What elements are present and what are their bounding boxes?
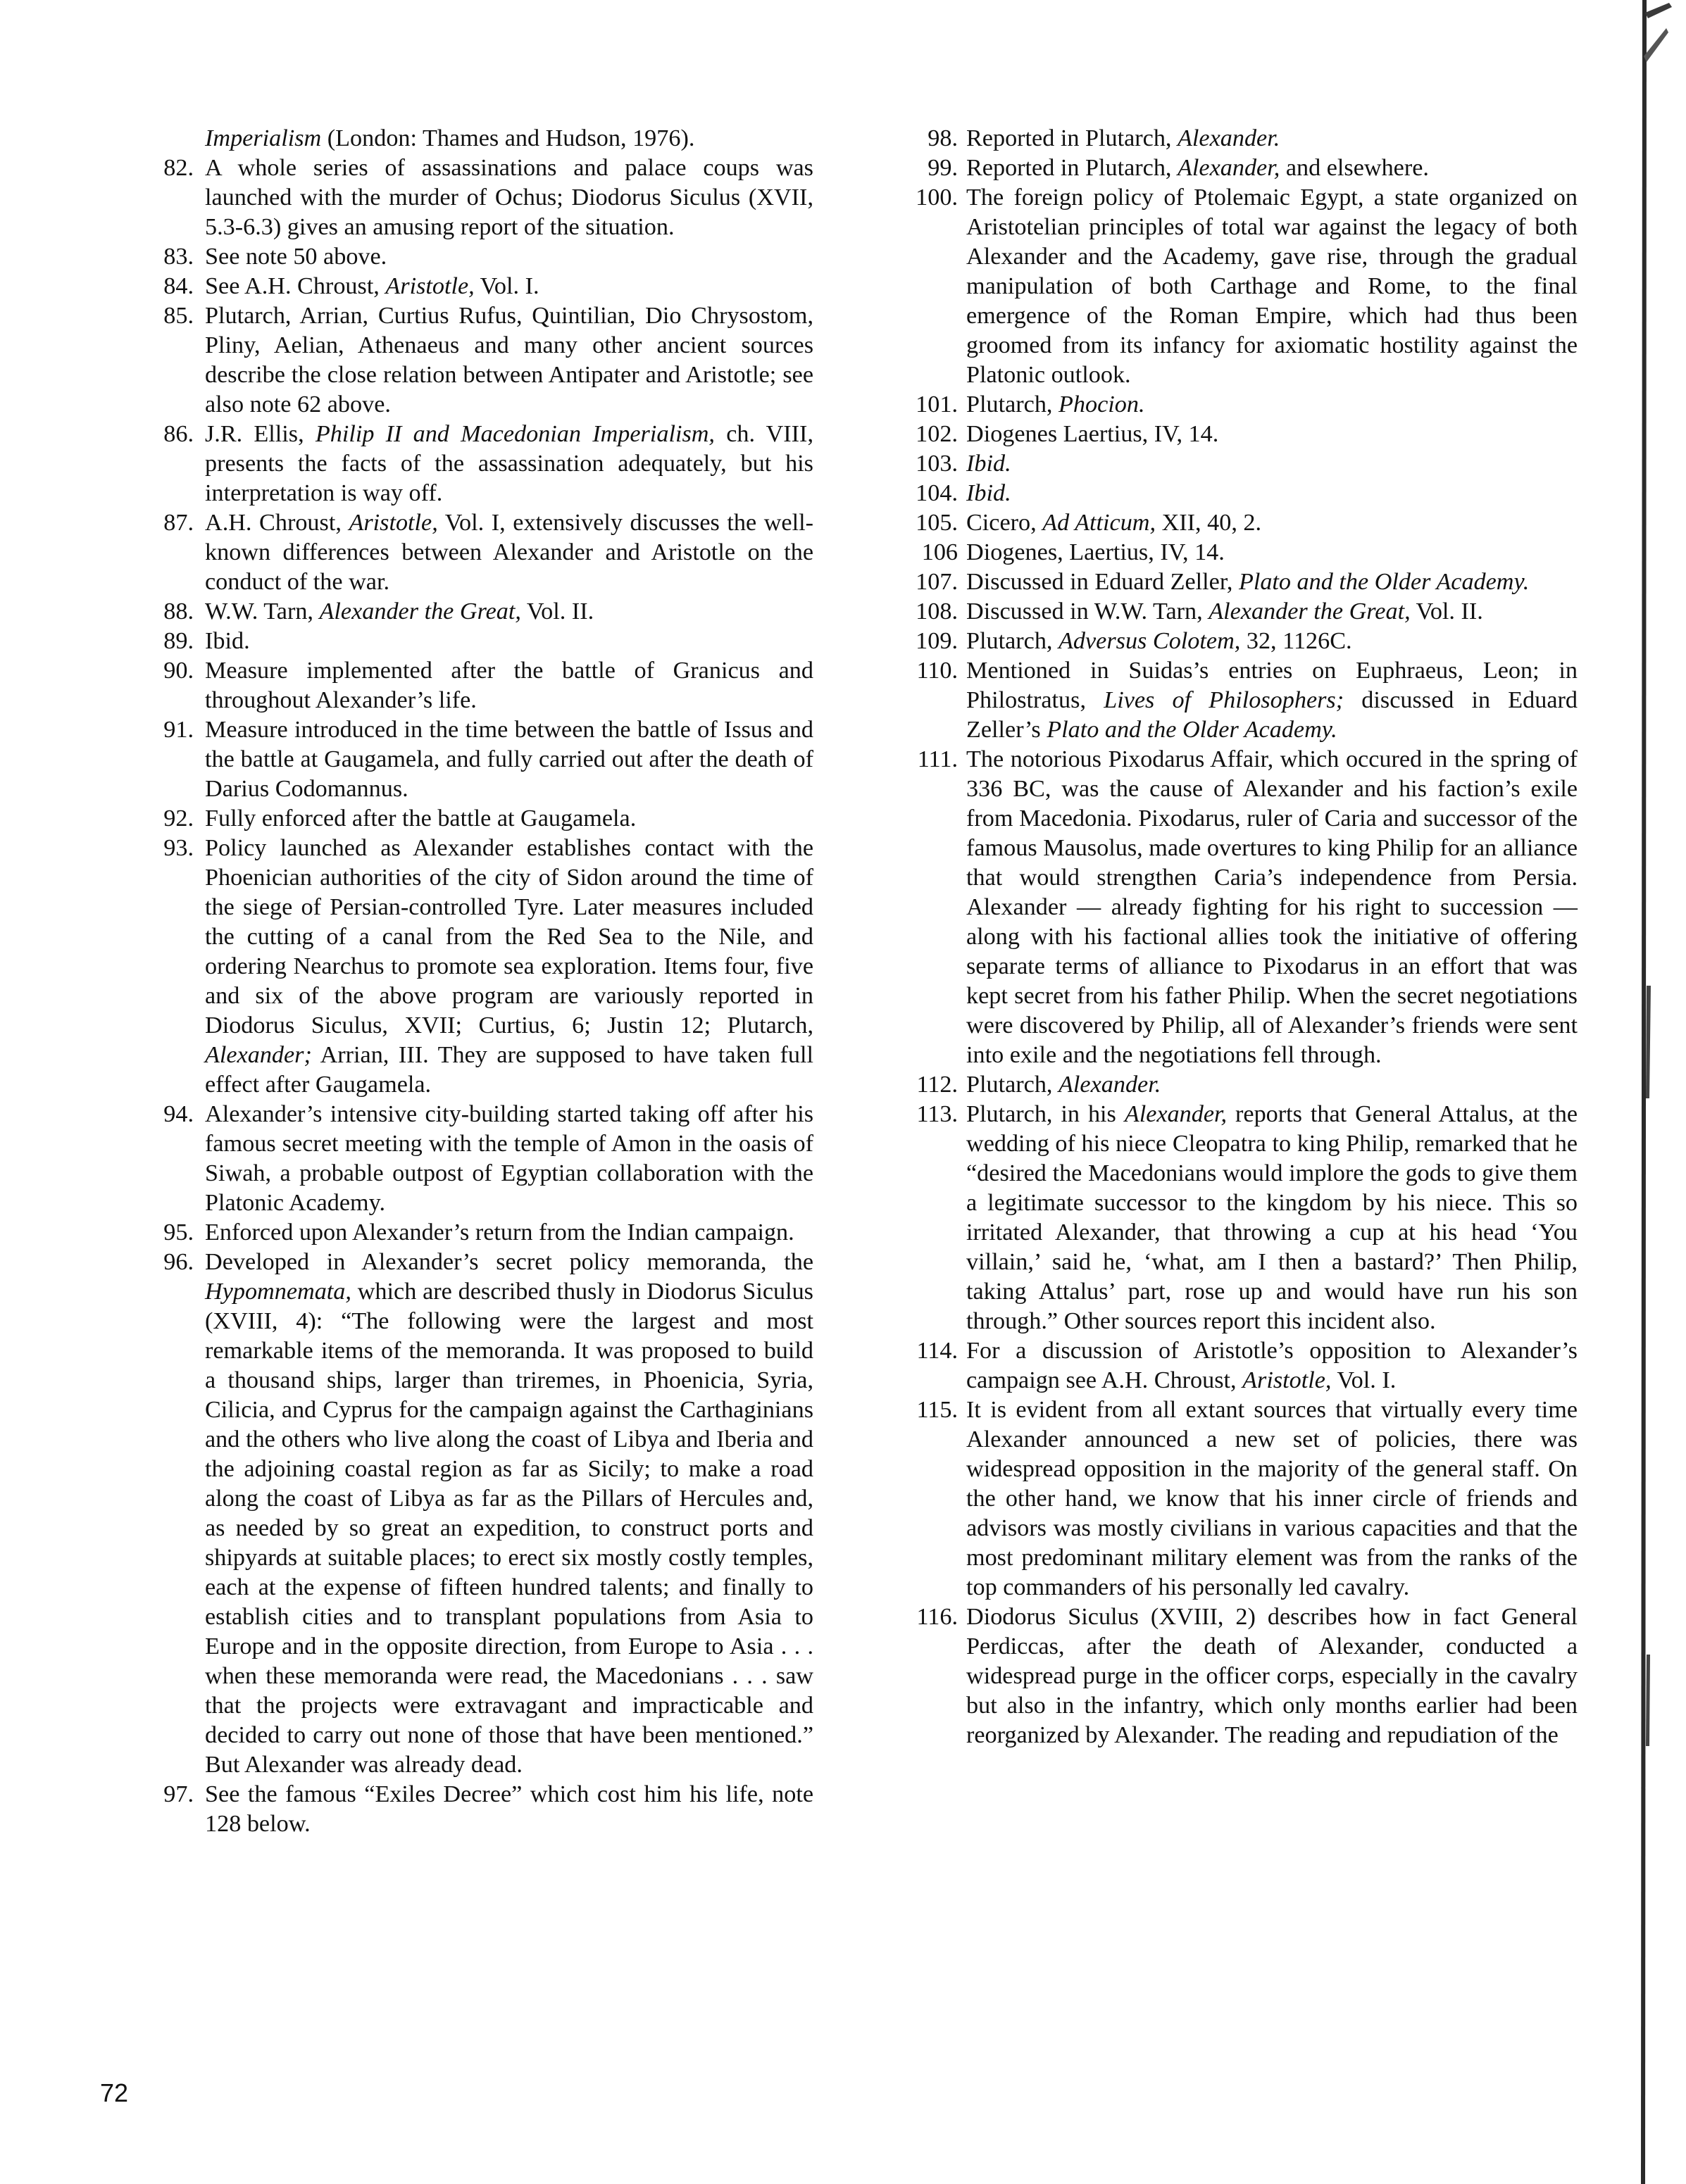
note-number: 95.	[163, 1219, 194, 1245]
note-text: See the famous “Exiles Decree” which cost him his life, note 128 below.	[205, 1781, 813, 1837]
endnote-102	[873, 420, 1578, 449]
note-text: Cicero, Ad Atticum, XII, 40, 2.	[966, 510, 1262, 536]
note-number: 103.	[916, 451, 958, 477]
endnote-99	[873, 153, 1578, 183]
note-number: 89.	[163, 628, 194, 654]
note-number: 94.	[163, 1101, 194, 1127]
endnote-97	[109, 1780, 813, 1839]
note-number: 92.	[163, 805, 194, 831]
note-text: Ibid.	[966, 451, 1011, 477]
note-text: See note 50 above.	[205, 244, 387, 270]
endnote-110	[873, 656, 1578, 745]
note-text: For a discussion of Aristotle’s opposition to Alexander’s campaign see A.H. Chroust, Aristotle, Vol. I.	[966, 1338, 1578, 1393]
note-text: It is evident from all extant sources that virtually every time Alexander announced a new set of policies, there was widespread opposition in the majority of the general staff. On the other hand, we know that his inner circle of friends and advisors was mostly civilians in various capacities and that the most predominant military element was from the ranks of the top commanders of his personally led cavalry.	[966, 1397, 1578, 1600]
note-text: Developed in Alexander’s secret policy memoranda, the Hypomnemata, which are described thusly in Diodorus Siculus (XVIII, 4): “The following were the largest and most remarkable items of the memoranda. It was proposed to build a thousand ships, larger than triremes, in Phoenicia, Syria, Cilicia, and Cyprus for the campaign against the Carthaginians and the others who live along the coast of Libya and Iberia and the adjoining coastal region as far as Sicily; to make a road along the coast of Libya as far as the Pillars of Hercules and, as needed by so great an expedition, to construct ports and shipyards at suitable places; to erect six mostly costly temples, each at the expense of fifteen hundred talents; and finally to establish cities and to transplant populations from Asia to Europe and in the opposite direction, from Europe to Asia . . . when these memoranda were read, the Macedonians . . . saw that the projects were extravagant and impracticable and decided to carry out none of those that have been mentioned.” But Alexander was already dead.	[205, 1249, 813, 1778]
note-text: Fully enforced after the battle at Gaugamela.	[205, 805, 637, 831]
note-text: J.R. Ellis, Philip II and Macedonian Imperialism, ch. VIII, presents the facts of the assassination adequately, but his interpretation is way off.	[205, 421, 813, 506]
note-number: 104.	[916, 480, 958, 506]
scan-binding-edge	[1630, 0, 1686, 2184]
note-number: 85.	[163, 303, 194, 329]
endnote-115	[873, 1395, 1578, 1602]
note-number: 114.	[916, 1338, 958, 1364]
note-number: 86.	[163, 421, 194, 447]
note-text: Diogenes Laertius, IV, 14.	[966, 421, 1219, 447]
endnote-83	[109, 242, 813, 272]
endnote-88	[109, 597, 813, 627]
endnote-94	[109, 1100, 813, 1218]
endnote-90	[109, 656, 813, 715]
note-number: 105.	[916, 510, 958, 536]
left-column	[109, 124, 813, 1839]
note-text: Reported in Plutarch, Alexander.	[966, 125, 1280, 151]
endnote-114	[873, 1336, 1578, 1395]
note-number: 91.	[163, 717, 194, 743]
note-text: A whole series of assassinations and palace coups was launched with the murder of Ochus; Diodorus Siculus (XVII, 5.3-6.3) gives an amusing report of the situation.	[205, 155, 813, 240]
endnote-113	[873, 1100, 1578, 1336]
note-number: 100.	[916, 184, 958, 211]
endnote-87	[109, 508, 813, 597]
note-number: 87.	[163, 510, 194, 536]
endnote-86	[109, 420, 813, 508]
note-number: 107.	[916, 569, 958, 595]
note-number: 99.	[928, 155, 958, 181]
note-number: 113.	[916, 1101, 958, 1127]
note-number: 110.	[916, 658, 958, 684]
note-number: 90.	[163, 658, 194, 684]
page-number: 72	[100, 2078, 129, 2107]
endnote-111	[873, 745, 1578, 1070]
note-text: The notorious Pixodarus Affair, which occured in the spring of 336 BC, was the cause of Alexander and his faction’s exile from Macedonia. Pixodarus, ruler of Caria and successor of the famous Mausolus, made overtures to king Philip for an alliance that would strengthen Caria’s independence from Persia. Alexander — already fighting for his right to succession — along with his factional allies took the initiative of offering separate terms of alliance to Pixodarus in an effort that was kept secret from his father Philip. When the secret negotiations were discovered by Philip, all of Alexander’s friends were sent into exile and the negotiations fell through.	[966, 746, 1578, 1068]
note-text: Mentioned in Suidas’s entries on Euphraeus, Leon; in Philostratus, Lives of Philosophers; discussed in Eduard Zeller’s Plato and the Older Academy.	[966, 658, 1578, 743]
note-number: 116.	[916, 1604, 958, 1630]
endnote-108	[873, 597, 1578, 627]
note-text: Enforced upon Alexander’s return from the Indian campaign.	[205, 1219, 794, 1245]
note-number: 96.	[163, 1249, 194, 1275]
right-column	[873, 124, 1578, 1750]
note-text: Diodorus Siculus (XVIII, 2) describes how in fact General Perdiccas, after the death of Alexander, conducted a widespread purge in the officer corps, especially in the cavalry but also in the infantry, which only months earlier had been reorganized by Alexander. The reading and repudiation of the	[966, 1604, 1578, 1748]
note-number: 83.	[163, 244, 194, 270]
note-text: The foreign policy of Ptolemaic Egypt, a state organized on Aristotelian principles of total war against the legacy of both Alexander and the Academy, gave rise, through the gradual manipulation of both Carthage and Rome, to the final emergence of the Roman Empire, which had thus been groomed from its infancy for axiomatic hostility against the Platonic outlook.	[966, 184, 1578, 388]
note-number: 109.	[916, 628, 958, 654]
endnote-107	[873, 567, 1578, 597]
endnote-89	[109, 627, 813, 656]
note-text: Imperialism (London: Thames and Hudson, 1976).	[205, 125, 695, 151]
note-text: Plutarch, Arrian, Curtius Rufus, Quintilian, Dio Chrysostom, Pliny, Aelian, Athenaeus and many other ancient sources describe the close relation between Antipater and Aristotle; see also note 62 above.	[205, 303, 813, 418]
note-number: 102.	[916, 421, 958, 447]
note-number: 97.	[163, 1781, 194, 1807]
note-text: Plutarch, Adversus Colotem, 32, 1126C.	[966, 628, 1352, 654]
endnote-112	[873, 1070, 1578, 1100]
endnote-109	[873, 627, 1578, 656]
note-number: 88.	[163, 598, 194, 625]
note-text: Plutarch, Phocion.	[966, 391, 1145, 418]
note-text: Measure introduced in the time between the battle of Issus and the battle at Gaugamela, and fully carried out after the death of Darius Codomannus.	[205, 717, 813, 802]
note-text: Ibid.	[205, 628, 250, 654]
note-number: 82.	[163, 155, 194, 181]
endnote-85	[109, 301, 813, 420]
note-number: 101.	[916, 391, 958, 418]
note-number: 106	[921, 539, 958, 565]
note-text: W.W. Tarn, Alexander the Great, Vol. II.	[205, 598, 594, 625]
note-text: Plutarch, Alexander.	[966, 1072, 1161, 1098]
note-number: 115.	[916, 1397, 958, 1423]
endnote-116	[873, 1602, 1578, 1750]
endnote-106	[873, 538, 1578, 567]
note-text: Reported in Plutarch, Alexander, and elsewhere.	[966, 155, 1429, 181]
note-text: Ibid.	[966, 480, 1011, 506]
note-text: Alexander’s intensive city-building started taking off after his famous secret meeting with the temple of Amon in the oasis of Siwah, a probable outpost of Egyptian collaboration with the Platonic Academy.	[205, 1101, 813, 1216]
note-number: 108.	[916, 598, 958, 625]
endnote-105	[873, 508, 1578, 538]
note-number: 111.	[917, 746, 958, 772]
note-number: 112.	[916, 1072, 958, 1098]
note-text: Policy launched as Alexander establishes contact with the Phoenician authorities of the city of Sidon around the time of the siege of Persian-controlled Tyre. Later measures included the cutting of a canal from the Red Sea to the Nile, and ordering Nearchus to promote sea exploration. Items four, five and six of the above program are variously reported in Diodorus Siculus, XVII; Curtius, 6; Justin 12; Plutarch, Alexander; Arrian, III. They are supposed to have taken full effect after Gaugamela.	[205, 835, 813, 1098]
note-text: See A.H. Chroust, Aristotle, Vol. I.	[205, 273, 539, 299]
note-text: Plutarch, in his Alexander, reports that General Attalus, at the wedding of his niece Cleopatra to king Philip, remarked that he “desired the Macedonians would implore the gods to give them a legitimate successor to the kingdom by his niece. This so irritated Alexander, that throwing a cup at his head ‘You villain,’ said he, ‘what, am I then a bastard?’ Then Philip, taking Attalus’ part, rose up and would have run his son through.” Other sources report this incident also.	[966, 1101, 1578, 1334]
note-text: Discussed in Eduard Zeller, Plato and the Older Academy.	[966, 569, 1530, 595]
endnote-103	[873, 449, 1578, 479]
endnote-92	[109, 804, 813, 834]
note-number: 98.	[928, 125, 958, 151]
note-text: Diogenes, Laertius, IV, 14.	[966, 539, 1225, 565]
note-number: 84.	[163, 273, 194, 299]
endnote-96	[109, 1248, 813, 1780]
endnote-continuation	[109, 124, 813, 153]
endnote-82	[109, 153, 813, 242]
endnote-95	[109, 1218, 813, 1248]
endnote-101	[873, 390, 1578, 420]
endnote-91	[109, 715, 813, 804]
note-number: 93.	[163, 835, 194, 861]
endnote-100	[873, 183, 1578, 390]
note-text: Discussed in W.W. Tarn, Alexander the Great, Vol. II.	[966, 598, 1483, 625]
note-text: Measure implemented after the battle of Granicus and throughout Alexander’s life.	[205, 658, 813, 713]
endnote-93	[109, 834, 813, 1100]
endnote-84	[109, 272, 813, 301]
note-text: A.H. Chroust, Aristotle, Vol. I, extensively discusses the well-known differences between Alexander and Aristotle on the conduct of the war.	[205, 510, 813, 595]
endnote-98	[873, 124, 1578, 153]
endnote-104	[873, 479, 1578, 508]
